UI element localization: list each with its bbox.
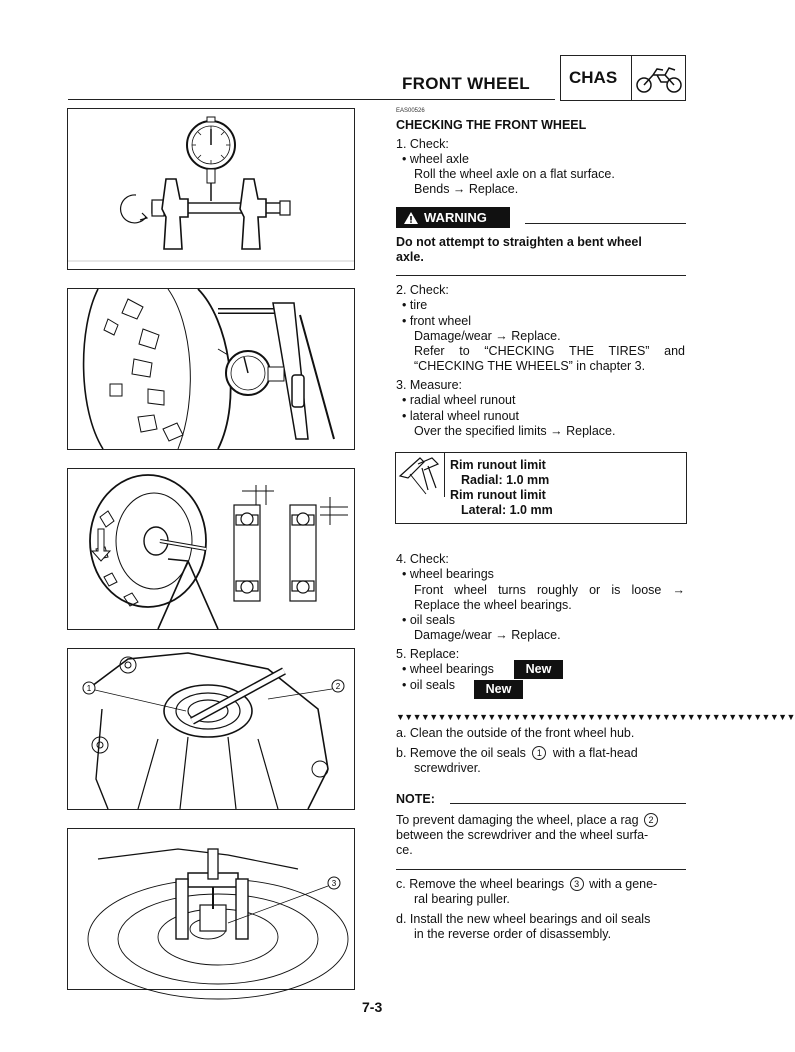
step-c-line2: ral bearing puller. (414, 892, 510, 906)
figure-axle-runout (67, 108, 355, 270)
step5-label: 5. Replace: (396, 647, 460, 661)
step4-bullet-seals: • oil seals (402, 613, 456, 627)
step5-bullet-bearings: • wheel bearings (402, 662, 494, 676)
section-tab (560, 55, 686, 101)
step1-label: 1. Check: (396, 137, 449, 151)
step2-line1: Damage/wear → Replace. (414, 329, 561, 343)
note-pre: To prevent damaging the wheel, place a rag (396, 813, 639, 827)
warning-label: WARNING (424, 210, 487, 225)
figure-wheel-bearings (67, 468, 355, 630)
step4-bullet-bearings: • wheel bearings (402, 567, 494, 581)
warning-text-2: axle. (396, 250, 424, 264)
callout-1: 1 (86, 684, 92, 693)
note-line3: ce. (396, 843, 413, 857)
step3-bullet-lateral: • lateral wheel runout (402, 409, 519, 423)
note-end-rule (396, 869, 686, 870)
step2-line2: Refer to “CHECKING THE TIRES” and (414, 344, 685, 358)
step-b-line1 (396, 746, 686, 761)
step-b-pre: b. Remove the oil seals (396, 746, 526, 760)
callout-2: 2 (335, 682, 341, 691)
step4-line3: Damage/wear → Replace. (414, 628, 561, 642)
step3-line1: Over the specified limits → Replace. (414, 424, 616, 438)
spec-divider (444, 453, 445, 497)
spec-lateral-label: Rim runout limit (450, 488, 546, 502)
warning-icon (403, 211, 419, 225)
ref-3: 3 (570, 877, 584, 891)
section-divider (631, 56, 632, 100)
callout-3: 3 (331, 879, 337, 888)
step-c-line1 (396, 877, 657, 892)
step5-bullet-seals: • oil seals (402, 678, 456, 692)
spec-radial-value: Radial: 1.0 mm (461, 473, 550, 487)
figure-oil-seal-removal (67, 648, 355, 810)
step3-label: 3. Measure: (396, 378, 463, 392)
step2-line3: “CHECKING THE WHEELS” in chapter 3. (414, 359, 646, 373)
spec-lateral-value: Lateral: 1.0 mm (461, 503, 553, 517)
warning-end-rule (396, 275, 686, 276)
step3-bullet-radial: • radial wheel runout (402, 393, 516, 407)
note-line2: between the screwdriver and the wheel surfa- (396, 828, 649, 842)
step-d-line1: d. Install the new wheel bearings and oil seals (396, 912, 651, 926)
ref-2: 2 (644, 813, 658, 827)
step-b-line2: screwdriver. (414, 761, 481, 775)
motorcycle-icon (635, 62, 683, 94)
step4-line2: Replace the wheel bearings. (414, 598, 572, 612)
page-number: 7-3 (362, 999, 383, 1015)
step-b-post: with a flat-head (552, 746, 638, 760)
new-badge-bearings: New (514, 660, 563, 679)
step4-label: 4. Check: (396, 552, 449, 566)
step1-bullet: • wheel axle (402, 152, 469, 166)
doc-code: EAS00526 (396, 108, 425, 114)
spec-radial-label: Rim runout limit (450, 458, 546, 472)
section-label: CHAS (569, 68, 618, 87)
step-c-pre: c. Remove the wheel bearings (396, 877, 565, 891)
note-rule (450, 803, 686, 804)
new-badge-seals: New (474, 680, 523, 699)
caliper-icon (398, 454, 442, 498)
warning-rule (525, 223, 686, 224)
figure-tire-runout (67, 288, 355, 450)
step2-bullet-wheel: • front wheel (402, 314, 471, 328)
step2-label: 2. Check: (396, 283, 449, 297)
procedure-separator: ▼▼▼▼▼▼▼▼▼▼▼▼▼▼▼▼▼▼▼▼▼▼▼▼▼▼▼▼▼▼▼▼▼▼▼▼▼▼▼▼▼▼▼▼▼▼▼▼ (396, 712, 795, 722)
note-line1 (396, 813, 658, 828)
ref-1: 1 (532, 746, 546, 760)
step-a: a. Clean the outside of the front wheel hub. (396, 726, 635, 740)
section-heading: CHECKING THE FRONT WHEEL (396, 118, 587, 132)
step1-line2: Bends → Replace. (414, 182, 519, 196)
step4-line1: Front wheel turns roughly or is loose → (414, 583, 685, 597)
warning-text-1: Do not attempt to straighten a bent wheel (396, 235, 642, 249)
step1-line1: Roll the wheel axle on a flat surface. (414, 167, 615, 181)
step-d-line2: in the reverse order of disassembly. (414, 927, 612, 941)
figure-bearing-puller (67, 828, 355, 990)
warning-badge (396, 207, 510, 228)
page-title: FRONT WHEEL (402, 74, 530, 93)
header-rule (68, 99, 555, 100)
spec-box (395, 452, 687, 524)
step-c-post: with a gene- (589, 877, 658, 891)
step2-bullet-tire: • tire (402, 298, 428, 312)
note-label: NOTE: (396, 792, 435, 806)
